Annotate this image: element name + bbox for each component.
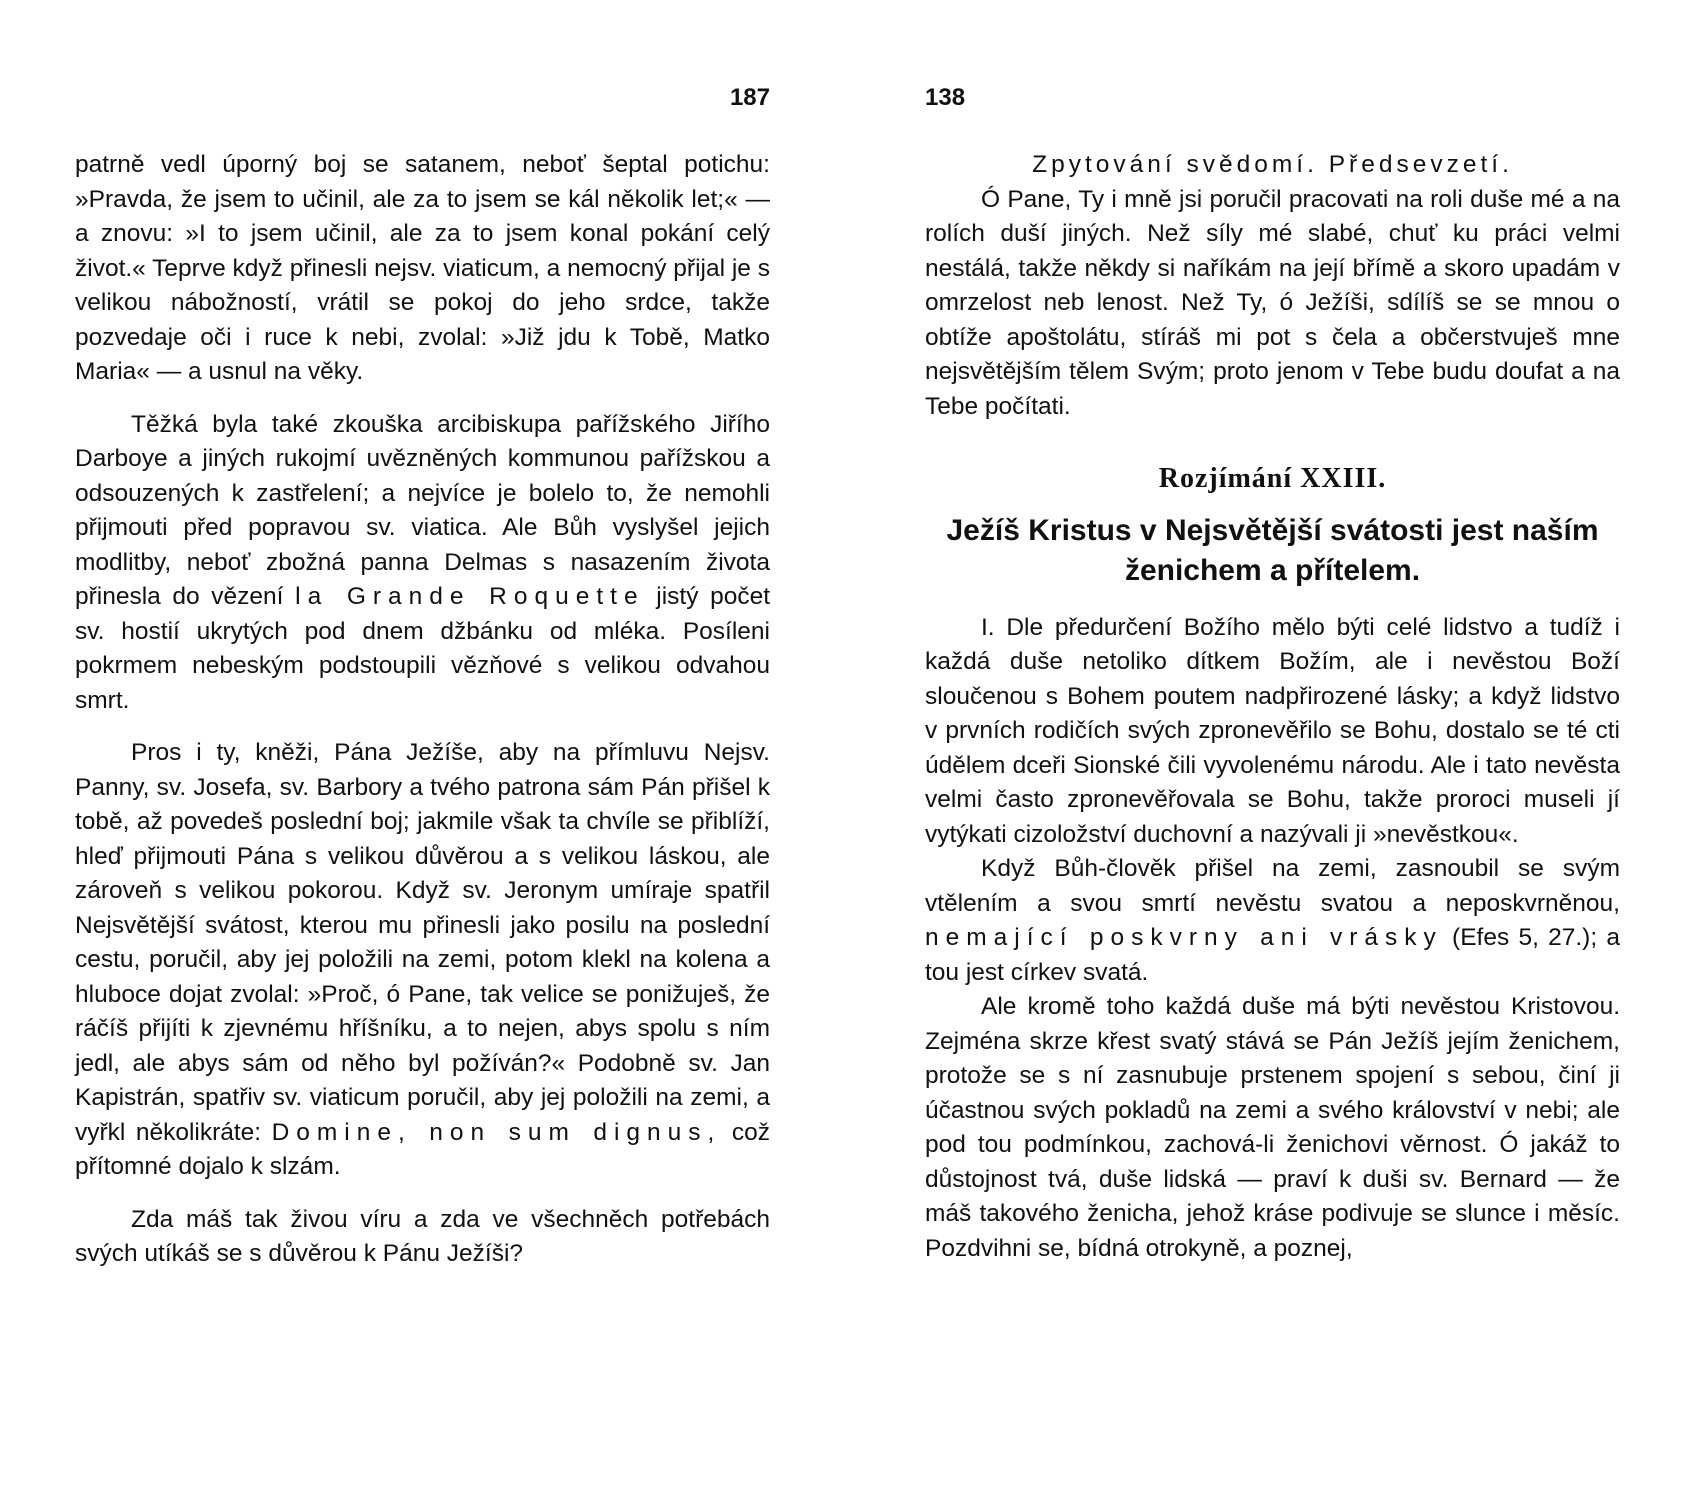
paragraph: I. Dle předurčení Božího mělo býti celé lidstvo a tudíž i každá duše netoliko dítkem Božím, ale i nevěstou Boží sloučenou s Bohem poutem nadpřirozené lásky; a když lidstvo v prvních rodičích svých zpronevěřilo se Bohu, dostalo se té cti údělem dceři Sionské čili vyvolenému národu. Ale i tato nevěsta velmi často zpronevěřovala se Bohu, takže proroci museli jí vytýkati cizoložství duchovní a nazývali ji »nevěstkou«. — [925, 613, 1620, 848]
chapter-label: Rozjímání XXIII. — [1158, 463, 1387, 494]
right-page-text — [925, 148, 1620, 1266]
paragraph-text: Těžká byla také zkouška arcibiskupa pařížského Jiřího Darboye a jiných rukojmí uvězněných kommunou pařížskou a odsouzených k zastřelení; a nejvíce je bolelo to, že nemohli přijmouti před popravou sv. viatica. Ale Bůh vyslyšel jejich modlitby, neboť zbožná panna Delmas s nasazením života přinesla do vězení — [75, 410, 770, 610]
paragraph-text: jistý počet sv. hostií ukrytých pod dnem džbánku od mléka. Posíleni pokrmem nebeským podstoupili vězňové s velikou odvahou smrt. — [75, 583, 771, 714]
paragraph-text: Pros i ty, kněži, Pána Ježíše, aby na přímluvu Nejsv. Panny, sv. Josefa, sv. Barbory a tvého patrona sám Pán přišel k tobě, až povedeš poslední boj; jakmile však ta chvíle se přiblíží, hleď přijmouti Pána s velikou důvěrou a s velikou láskou, ale zároveň s velikou pokorou. Když sv. Jeronym umíraje spatřil Nejsvětější svátost, kterou mu přinesli jako posilu na poslední cestu, poručil, aby jej položili na zemi, potom klekl na kolena a hluboce dojat zvolal: »Proč, ó Pane, tak velice se ponižuješ, že ráčíš přijíti k zjevnému hříšníku, a to nejen, abys spolu s ním jedl, ale abys sám od něho byl požíván?« Podobně sv. Jan Kapistrán, spatřiv sv. viaticum poručil, aby jej položili na zemi, a vyřkl několikráte: — [75, 739, 770, 1146]
paragraph: Ale kromě toho každá duše má býti nevěstou Kristovou. Zejména skrze křest svatý stává se Pán Ježíš jejím ženichem, protože se s ní zasnubuje prstenem spojení s sebou, činí ji účastnou svých pokladů na zemi a svého království v nebi; ale pod tou podmínkou, zachová-li ženichovi věrnost. Ó jakáž to důstojnost tvá, duše lidská — praví k duši sv. Bernard — že máš takového ženicha, jehož kráse podivuje se slunce i měsíc. Pozdvihni se, bídná otrokyně, a poznej, — [925, 993, 1620, 1262]
right-page — [925, 0, 1620, 1501]
section-heading: Zpytování svědomí. Předsevzetí. — [1032, 151, 1513, 178]
page-number-right: 138 — [925, 84, 966, 111]
paragraph-text: (Efes 5, 27.); a tou jest církev svatá. — [925, 924, 1621, 986]
paragraph — [925, 852, 1620, 990]
paragraph-text: Když Bůh-člověk přišel na zemi, zasnoubil se svým vtělením a svou smrtí nevěstu svatou a neposkvrněnou, — [925, 855, 1620, 917]
left-page-text — [75, 148, 770, 1272]
paragraph: patrně vedl úporný boj se satanem, neboť šeptal potichu: »Pravda, že jsem to učinil, ale za to jsem se kál několik let;« — a znovu: »I to jsem učinil, ale za to jsem konal pokání celý život.« Teprve když přinesli nejsv. viaticum, a nemocný přijal je s velikou nábožností, vrátil se pokoj do jeho srdce, takže pozvedaje oči i ruce k nebi, zvolal: »Již jdu k Tobě, Matko Maria« — a usnul na věky. — [75, 151, 770, 385]
paragraph: Ó Pane, Ty i mně jsi poručil pracovati na roli duše mé a na rolích duší jiných. Než síly mé slabé, chuť ku práci velmi nestálá, takže někdy si naříkám na její břímě a skoro upadám v omrzelost neb lenost. Než Ty, ó Ježíši, sdílíš se se mnou o obtíže apoštolátu, stíráš mi pot s čela a občerstvuješ mne nejsvětějším tělem Svým; proto jenom v Tebe budu doufat a na Tebe počítati. — [925, 185, 1620, 420]
paragraph-text: což přítomné dojalo k slzám. — [75, 1118, 770, 1180]
spaced-emphasis: nemající poskvrny ani vrásky — [925, 924, 1443, 951]
spaced-emphasis: Domine, non sum dignus, — [271, 1118, 722, 1146]
spaced-emphasis: la Grande Roquette — [295, 583, 645, 610]
meditation-title: Ježíš Kristus v Nejsvětější svátosti jest naším ženichem a přítelem. — [946, 513, 1599, 587]
left-page — [75, 0, 770, 1501]
page-number-left: 187 — [729, 84, 770, 111]
paragraph — [75, 736, 770, 1185]
paragraph — [75, 408, 770, 719]
paragraph: Zda máš tak živou víru a zda ve všechněch potřebách svých utíkáš se s důvěrou k Pánu Ježíši? — [75, 1205, 770, 1267]
